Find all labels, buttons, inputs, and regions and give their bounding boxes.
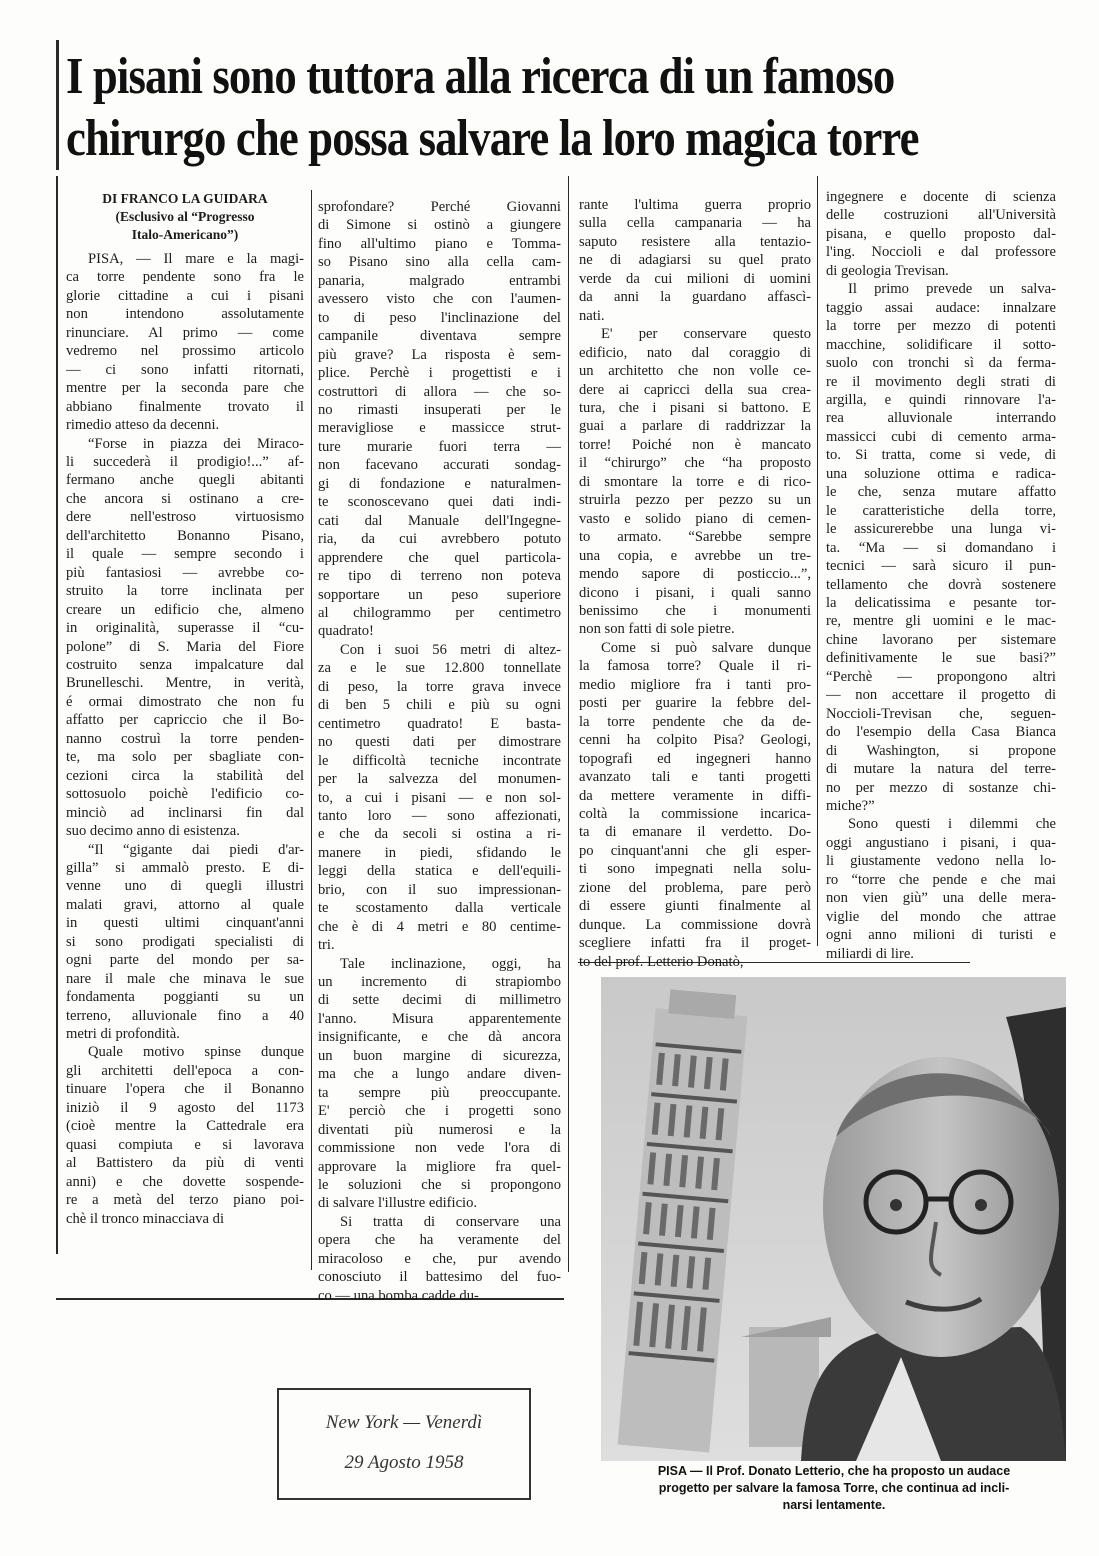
paragraph	[66, 435, 304, 841]
text-line: il “chirurgo” che “ha proposto	[579, 455, 811, 472]
byline-author: DI FRANCO LA GUIDARA	[102, 191, 268, 206]
text-line: affatto per capriccio che il Bo-	[66, 712, 304, 729]
text-line: fino all'ultimo piano e Tomma-	[318, 235, 561, 252]
text-line: saputo resistere alla tentazio-	[579, 233, 811, 250]
article-column-3	[579, 196, 811, 971]
text-line: pisana, e quello proposto dal-	[826, 225, 1056, 242]
text-line: coltà la commissione incarica-	[579, 805, 811, 822]
text-line: li succederà il prodigio!...” af-	[66, 453, 304, 470]
text-line: più fantasiosi — avrebbe co-	[66, 564, 304, 581]
text-line: costruttori di allora — che so-	[318, 383, 561, 400]
text-line: (cioè mentre la Cattedrale era	[66, 1118, 304, 1135]
dateline-box	[277, 1388, 531, 1500]
text-line: mendo sapore di posticcio...”,	[579, 566, 811, 583]
text-line: una soluzione ottima e radica-	[826, 465, 1056, 482]
text-line: venne uno di quegli illustri	[66, 878, 304, 895]
text-line: non intendono assolutamente	[66, 306, 304, 323]
byline-source-2: Italo-Americano”)	[131, 227, 239, 242]
text-line: tellamento che dovrà sostenere	[826, 576, 1056, 593]
text-line: delle costruzioni all'Università	[826, 207, 1056, 224]
text-line: suolo con tronchi sì da ferma-	[826, 355, 1056, 372]
text-line: non vien giù” una delle mera-	[826, 890, 1056, 907]
paragraph	[826, 280, 1056, 815]
text-line: da mettere veramente in diffi-	[579, 787, 811, 804]
text-line: E' per conservare questo	[601, 326, 811, 343]
text-line: za e le sue 12.800 tonnellate	[318, 660, 561, 677]
text-line: torre! Poiché non è mancato	[579, 436, 811, 453]
text-line: in originalità, superasse il “cu-	[66, 620, 304, 637]
text-line: e che da secoli si ostina a ri-	[318, 826, 561, 843]
text-line: campanile diventava sempre	[318, 328, 561, 345]
text-line: le difficoltà tecniche incontrate	[318, 752, 561, 769]
text-line: ta di emanare il verdetto. Do-	[579, 824, 811, 841]
text-line: PISA, — Il mare e la magi-	[88, 251, 304, 267]
text-line: polone” di S. Maria del Fiore	[66, 638, 304, 655]
text-line: dere ai capricci della sua crea-	[579, 381, 811, 398]
text-line: ta sempre più preoccupante.	[318, 1084, 561, 1101]
text-line: l'ing. Noccioli e dal professore	[826, 244, 1056, 261]
text-line: abbiano finalmente trovato il	[66, 398, 304, 415]
text-line: re a metà del terzo piano poi-	[66, 1192, 304, 1209]
text-line: un incremento di strapiombo	[318, 974, 561, 991]
text-line: argilla, e quindi rinnovare l'a-	[826, 391, 1056, 408]
text-line: la torre pendente che da de-	[579, 713, 811, 730]
text-line: te, ma solo per sbagliate con-	[66, 749, 304, 766]
text-line: rinunciare. Al primo — come	[66, 324, 304, 341]
photo-illustration	[601, 977, 1066, 1461]
text-line: po cinquant'anni che gli esper-	[579, 842, 811, 859]
text-line: di Washington, si propone	[826, 742, 1056, 759]
text-line: rimedio atteso da decenni.	[66, 417, 220, 434]
text-line: mentre per la seconda pare che	[66, 380, 304, 397]
text-line: di ben 5 chili e più su ogni	[318, 697, 561, 714]
text-line: Il primo prevede un salva-	[848, 281, 1056, 298]
text-line: — ci sono infatti ritornati,	[66, 361, 304, 378]
paragraph	[318, 198, 561, 641]
text-line: miliardi di lire.	[826, 945, 914, 962]
column-rule-3	[817, 176, 818, 946]
text-line: posti per guarire la febbre del-	[579, 695, 811, 712]
text-line: li giustamente vedono nella lo-	[826, 853, 1056, 870]
text-line: dunque. La commissione dovrà	[579, 916, 811, 933]
text-line: miche?”	[826, 797, 875, 814]
text-line: creare un edificio che, almeno	[66, 601, 304, 618]
text-line: la delicatissima e pesante tor-	[826, 594, 1056, 611]
column-rule-1	[311, 190, 312, 1270]
paragraph	[66, 1043, 304, 1228]
text-line: tura, che i pisani si battono. E	[579, 399, 811, 416]
text-line: fondamenta poggianti su un	[66, 989, 304, 1006]
text-line: ingegnere e docente di scienza	[826, 189, 1056, 205]
text-line: suo decimo anno di esistenza.	[66, 823, 240, 840]
text-line: ti sono impegnati nella solu-	[579, 861, 811, 878]
text-line: Sono questi i dilemmi che	[848, 816, 1056, 833]
text-line: avanzato tali e tanti progetti	[579, 769, 811, 786]
text-line: medio migliore fra i tanti pro-	[579, 676, 811, 693]
text-line: re, mentre gli uomini e le mac-	[826, 613, 1056, 630]
text-line: non son fatti di sole pietre.	[579, 621, 735, 638]
text-line: conosciuto il battesimo del fuo-	[318, 1269, 561, 1286]
text-line: Brunelleschi. Mentre, in verità,	[66, 675, 304, 692]
text-line: terreno, alluvionale fino a 40	[66, 1007, 304, 1024]
text-line: iniziò il 9 agosto del 1173	[66, 1099, 304, 1116]
text-line: gli architetti dell'epoca a con-	[66, 1062, 304, 1079]
text-line: definitivamente le sue basi?”	[826, 650, 1056, 667]
text-line: struito la torre inclinata per	[66, 583, 304, 600]
text-line: di peso, la torre grava invece	[318, 678, 561, 695]
text-line: l'anno. Misura apparentemente	[318, 1010, 561, 1027]
text-line: re tipo di terreno non poteva	[318, 568, 561, 585]
text-line: “Forse in piazza dei Miraco-	[88, 435, 304, 452]
text-line: gilla” si ammalò presto. E di-	[66, 859, 304, 876]
text-line: non facevano accurati sondag-	[318, 457, 561, 474]
paragraph	[66, 841, 304, 1044]
text-line: ture murarie fuori terra —	[318, 438, 561, 455]
text-line: guai a parlare di raddrizzar la	[579, 418, 811, 435]
photo-leaning-tower-and-professor	[601, 977, 1066, 1461]
photo-caption-line-3: narsi lentamente.	[782, 1498, 886, 1512]
text-line: brio, con il suo impressionan-	[318, 881, 561, 898]
byline	[66, 190, 304, 244]
text-line: di mutare la natura del terre-	[826, 761, 1056, 778]
article-column-4	[826, 188, 1056, 963]
column-rule-left	[56, 176, 58, 1254]
text-line: le assicurerebbe una lunga vi-	[826, 521, 1056, 538]
text-line: ta. “Ma — si domandano i	[826, 539, 1056, 556]
column-rule-2	[568, 176, 569, 1272]
text-line: to. Si tratta, come si vede, di	[826, 447, 1056, 464]
text-line: nare il male che minava le sue	[66, 970, 304, 987]
text-line: E' perciò che i progetti sono	[318, 1103, 561, 1120]
text-line: si sono prodigati specialisti di	[66, 933, 304, 950]
text-line: Si tratta di conservare una	[340, 1213, 561, 1230]
text-line: é ormai dimostrato che non fu	[66, 693, 304, 710]
text-line: sopportare un peso superiore	[318, 586, 561, 603]
text-line: che è di 4 metri e 80 centime-	[318, 918, 561, 935]
text-line: edificio, nato dal coraggio di	[579, 344, 811, 361]
text-line: te sconoscevano quei dati indi-	[318, 494, 561, 511]
text-line: le che, senza mutare affatto	[826, 484, 1056, 501]
text-line: cezioni circa la stabilità del	[66, 767, 304, 784]
text-line: panaria, malgrado entrambi	[318, 272, 561, 289]
text-line: di smontare la torre e di rico-	[579, 473, 811, 490]
text-line: “Perchè — propongono altri	[826, 668, 1056, 685]
text-line: — non accettare il progetto di	[826, 687, 1056, 704]
text-line: Tale inclinazione, oggi, ha	[340, 955, 561, 972]
text-line: viglie del mondo che attrae	[826, 908, 1056, 925]
text-line: di sette decimi di millimetro	[318, 992, 561, 1009]
text-line: struirla pezzo per pezzo su un	[579, 492, 811, 509]
text-line: plice. Perchè i progettisti e i	[318, 365, 561, 382]
text-line: macchine, solidificare il sotto-	[826, 336, 1056, 353]
text-line: apprendere che quel particola-	[318, 549, 561, 566]
paragraph	[579, 196, 811, 325]
text-line: ne di adagiarsi su quel prato	[579, 252, 811, 269]
text-line: quadrato!	[318, 623, 374, 640]
text-line: che ancora si ostinano a cre-	[66, 490, 304, 507]
text-line: insignificante, e che dà ancora	[318, 1029, 561, 1046]
photo-caption-line-1: PISA — Il Prof. Donato Letterio, che ha proposto un audace	[657, 1464, 1011, 1478]
byline-source: (Esclusivo al “Progresso	[115, 209, 255, 224]
text-line: dicono i pisani, i quali sanno	[579, 584, 811, 601]
article-column-2	[318, 198, 561, 1305]
text-line: tanto loro — sono affezionati,	[318, 807, 561, 824]
text-line: ma che a lungo andare diven-	[318, 1066, 561, 1083]
paragraph	[318, 641, 561, 955]
text-line: “Il “gigante dai piedi d'ar-	[88, 841, 304, 858]
text-line: ro “torre che pende e che mai	[826, 871, 1056, 888]
text-line: al chilogrammo per centimetro	[318, 604, 561, 621]
text-line: un architetto che non volle ce-	[579, 363, 811, 380]
text-line: le soluzioni che si propongono	[318, 1177, 561, 1194]
paragraph	[318, 955, 561, 1213]
paragraph	[318, 1213, 561, 1305]
photo-caption-line-2: progetto per salvare la famosa Torre, che continua ad incli-	[658, 1481, 1010, 1495]
text-line: al Battistero da più di venti	[66, 1155, 304, 1172]
text-line: approvare la migliore fra quel-	[318, 1158, 561, 1175]
text-line: avessero visto che con l'aumen-	[318, 291, 561, 308]
headline	[66, 46, 919, 170]
text-line: no questi dati per dimostrare	[318, 734, 561, 751]
article-column-1	[66, 190, 304, 1228]
text-line: so Pisano sino alla cella cam-	[318, 254, 561, 271]
text-line: co — una bomba cadde du-	[318, 1287, 479, 1304]
text-line: di salvare l'illustre edificio.	[318, 1195, 478, 1212]
text-line: leggi della statica e dell'equili-	[318, 863, 561, 880]
text-line: Noccioli-Trevisan che, seguen-	[826, 705, 1056, 722]
text-line: taggio assai audace: innalzare	[826, 299, 1056, 316]
text-line: di essere giunti finalmente al	[579, 898, 811, 915]
text-line: anni) e che dovette sospende-	[66, 1173, 304, 1190]
text-line: vasto e solido piano di cemen-	[579, 510, 811, 527]
text-line: sottosuolo poichè l'edificio co-	[66, 786, 304, 803]
text-line: quasi compiuta e si lavorava	[66, 1136, 304, 1153]
text-line: glorie cittadine a cui i pisani	[66, 287, 304, 304]
text-line: gi di fondazione e naturalmen-	[318, 475, 561, 492]
dateline-place: New York — Venerdì	[325, 1412, 483, 1433]
text-line: per la salvezza del monumen-	[318, 771, 561, 788]
text-line: re il movimento degli strati di	[826, 373, 1056, 390]
text-line: più grave? La risposta è sem-	[318, 346, 561, 363]
text-line: tecnici — sarà sicuro il pun-	[826, 558, 1056, 575]
paragraph	[579, 325, 811, 639]
text-line: nanno costruì la torre penden-	[66, 730, 304, 747]
text-line: opera che ha veramente del	[318, 1232, 561, 1249]
text-line: to armato. “Sarebbe sempre	[579, 529, 811, 546]
text-line: cenni ha colpito Pisa? Geologi,	[579, 732, 811, 749]
text-line: ogni parte del mondo per sa-	[66, 952, 304, 969]
text-line: tri.	[318, 937, 335, 954]
text-line: oggi angustiano i pisani, i qua-	[826, 834, 1056, 851]
dateline-date: 29 Agosto 1958	[344, 1452, 464, 1473]
paragraph	[66, 250, 304, 435]
paragraph	[826, 815, 1056, 963]
text-line: zione del problema, pare però	[579, 879, 811, 896]
text-line: dere nell'estroso virtuosismo	[66, 509, 304, 526]
text-line: to, a cui i pisani — e non sol-	[318, 789, 561, 806]
text-line: nati.	[579, 307, 605, 324]
text-line: scegliere infatti fra il proget-	[579, 935, 811, 952]
text-line: cati dal Manuale dell'Ingegne-	[318, 512, 561, 529]
text-line: sprofondare? Perché Giovanni	[318, 199, 561, 215]
text-line: ria, da cui avrebbero potuto	[318, 531, 561, 548]
text-line: metri di profondità.	[66, 1026, 180, 1043]
text-line: rea alluvionale interrando	[826, 410, 1056, 427]
text-line: il quale — sempre secondo i	[66, 546, 304, 563]
headline-line-1: I pisani sono tuttora alla ricerca di un famoso	[66, 48, 895, 105]
text-line: costruito senza impalcature dal	[66, 656, 304, 673]
text-line: la famosa torre? Quale il ri-	[579, 658, 811, 675]
text-line: to del prof. Letterio Donatò,	[579, 953, 744, 970]
paragraph	[579, 639, 811, 971]
text-line: massicci cubi di cemento arma-	[826, 428, 1056, 445]
text-line: da anni la guardano affascì-	[579, 289, 811, 306]
text-line: tinuare l'opera che il Bonanno	[66, 1081, 304, 1098]
text-line: dell'architetto Bonanno Pisano,	[66, 527, 304, 544]
text-line: rante l'ultima guerra proprio	[579, 197, 811, 213]
text-line: in questi ultimi cinquant'anni	[66, 915, 304, 932]
headline-line-2: chirurgo che possa salvare la loro magica torre	[66, 110, 919, 167]
text-line: benissimo che i monumenti	[579, 602, 811, 619]
text-line: no per mezzo di sostanze chi-	[826, 779, 1056, 796]
text-line: Quale motivo spinse dunque	[88, 1044, 304, 1061]
text-line: te scostamento dalla verticale	[318, 900, 561, 917]
text-line: centimetro quadrato! E basta-	[318, 715, 561, 732]
text-line: Con i suoi 56 metri di altez-	[340, 641, 561, 658]
text-line: chine lavorano per sistemare	[826, 631, 1056, 648]
photo-caption	[602, 1463, 1066, 1514]
text-line: ogni anno milioni di turisti e	[826, 927, 1056, 944]
text-line: malati gravi, attorno al quale	[66, 896, 304, 913]
paragraph	[826, 188, 1056, 280]
text-line: chè il tronco minacciava di	[66, 1210, 225, 1227]
text-line: ca torre pendente sono fra le	[66, 269, 304, 286]
text-line: Come si può salvare dunque	[601, 639, 811, 656]
text-line: vedremo nel prossimo articolo	[66, 343, 304, 360]
text-line: minciò ad inclinarsi fin dal	[66, 804, 304, 821]
headline-left-rule	[56, 40, 59, 170]
text-line: verde da cui milioni di uomini	[579, 270, 811, 287]
text-line: una copia, e avrebbe un tre-	[579, 547, 811, 564]
text-line: sulla cella campanaria — ha	[579, 215, 811, 232]
text-line: un buon margine di sicurezza,	[318, 1047, 561, 1064]
text-line: le caratteristiche della torre,	[826, 502, 1056, 519]
text-line: diventati più numerosi e la	[318, 1121, 561, 1138]
text-line: meravigliose e massicce strut-	[318, 420, 561, 437]
text-line: to di peso l'inclinazione del	[318, 309, 561, 326]
text-line: commissione non vede l'ora di	[318, 1140, 561, 1157]
text-line: topografi ed ingegneri hanno	[579, 750, 811, 767]
text-line: fermano anche quegli abitanti	[66, 472, 304, 489]
text-line: no rimasti insuperati per le	[318, 401, 561, 418]
text-line: do l'esempio della Casa Bianca	[826, 724, 1056, 741]
text-line: miracoloso e che, pur avendo	[318, 1250, 561, 1267]
text-line: manere in piedi, sfidando le	[318, 844, 561, 861]
text-line: di geologia Trevisan.	[826, 262, 949, 279]
text-line: la torre per mezzo di potenti	[826, 318, 1056, 335]
text-line: di Simone si ostinò a giungere	[318, 217, 561, 234]
